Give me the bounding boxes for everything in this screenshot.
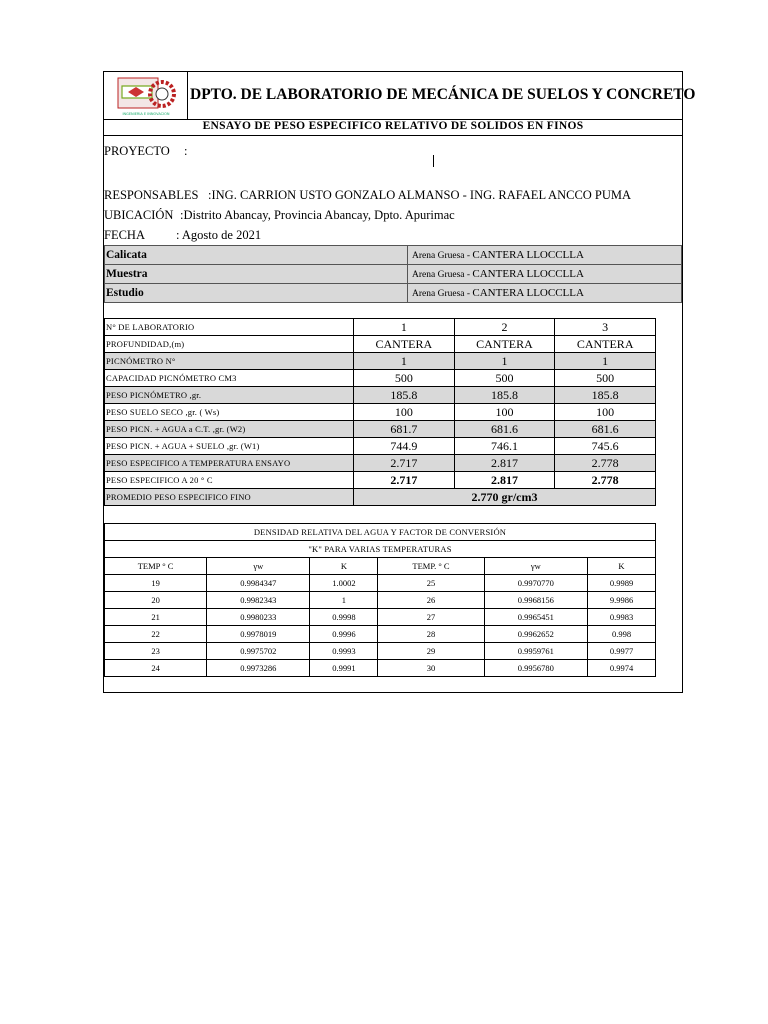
cell: 0.9980233 xyxy=(207,609,310,626)
cell: 21 xyxy=(105,609,207,626)
table-row xyxy=(105,609,656,626)
row-label: PESO PICN. + AGUA a C.T. ,gr. (W2) xyxy=(105,421,354,438)
cell: 22 xyxy=(105,626,207,643)
logo xyxy=(104,72,188,119)
cell: 2.778 xyxy=(555,455,656,472)
cell: CANTERA xyxy=(454,336,555,353)
column-header: K xyxy=(588,558,656,575)
cell: 0.9970770 xyxy=(484,575,587,592)
cell: 0.9975702 xyxy=(207,643,310,660)
row-label: CAPACIDAD PICNÓMETRO CM3 xyxy=(105,370,354,387)
cell: 19 xyxy=(105,575,207,592)
sample-table xyxy=(104,245,682,303)
table-row xyxy=(105,455,656,472)
sample-label: Estudio xyxy=(105,284,408,303)
cell: 0.9977 xyxy=(588,643,656,660)
sample-row xyxy=(105,284,682,303)
row-label: PESO ESPECIFICO A 20 ° C xyxy=(105,472,354,489)
cell: 2.717 xyxy=(354,455,455,472)
table-title-row xyxy=(105,541,656,558)
cell: 0.9983 xyxy=(588,609,656,626)
sample-row xyxy=(105,265,682,284)
gear-logo-icon xyxy=(104,72,188,118)
table-row xyxy=(105,438,656,455)
table-row xyxy=(105,575,656,592)
cell: 0.9982343 xyxy=(207,592,310,609)
cell: 1 xyxy=(555,353,656,370)
ubicacion-label: UBICACIÓN xyxy=(104,208,174,222)
cell: 0.9989 xyxy=(588,575,656,592)
column-header: TEMP. ° C xyxy=(378,558,484,575)
cell: 26 xyxy=(378,592,484,609)
column-header: γw xyxy=(207,558,310,575)
row-label: PESO ESPECIFICO A TEMPERATURA ENSAYO xyxy=(105,455,354,472)
cell: 23 xyxy=(105,643,207,660)
text-cursor xyxy=(433,155,434,167)
fecha-label: FECHA xyxy=(104,228,145,242)
cell: 28 xyxy=(378,626,484,643)
promedio-value: 2.770 gr/cm3 xyxy=(354,489,656,506)
table-row xyxy=(105,643,656,660)
column-header: TEMP ° C xyxy=(105,558,207,575)
density-table xyxy=(104,523,656,677)
cell: 0.998 xyxy=(588,626,656,643)
cell: 0.9993 xyxy=(310,643,378,660)
row-label: N° DE LABORATORIO xyxy=(105,319,354,336)
promedio-label: PROMEDIO PESO ESPECIFICO FINO xyxy=(105,489,354,506)
sample-label: Muestra xyxy=(105,265,408,284)
table-row xyxy=(105,472,656,489)
cell: 0.9998 xyxy=(310,609,378,626)
lab-sheet xyxy=(103,71,696,693)
table-row xyxy=(105,353,656,370)
test-title: ENSAYO DE PESO ESPECIFICO RELATIVO DE SOLIDOS EN FINOS xyxy=(202,120,584,132)
responsables-label: RESPONSABLES xyxy=(104,188,199,202)
row-label: PROFUNDIDAD,(m) xyxy=(105,336,354,353)
cell: 100 xyxy=(454,404,555,421)
column-header: K xyxy=(310,558,378,575)
proyecto-value: : xyxy=(184,144,188,158)
density-title: DENSIDAD RELATIVA DEL AGUA Y FACTOR DE CONVERSIÓN xyxy=(105,524,656,541)
sample-row xyxy=(105,246,682,265)
table-row xyxy=(105,626,656,643)
table-row xyxy=(105,660,656,677)
row-label: PESO PICN. + AGUA + SUELO ,gr. (W1) xyxy=(105,438,354,455)
cell: 0.9968156 xyxy=(484,592,587,609)
table-row xyxy=(105,421,656,438)
cell: 27 xyxy=(378,609,484,626)
table-row xyxy=(105,370,656,387)
cell: 0.9956780 xyxy=(484,660,587,677)
cell: 185.8 xyxy=(354,387,455,404)
cell: 2.817 xyxy=(454,472,555,489)
cell: 0.9973286 xyxy=(207,660,310,677)
row-label: PESO PICNÓMETRO ,gr. xyxy=(105,387,354,404)
cell: 681.6 xyxy=(555,421,656,438)
cell: 3 xyxy=(555,319,656,336)
cell: 100 xyxy=(555,404,656,421)
ubicacion-value: :Distrito Abancay, Provincia Abancay, Dpto. Apurimac xyxy=(180,208,455,222)
cell: 681.7 xyxy=(354,421,455,438)
table-row xyxy=(105,404,656,421)
sample-label: Calicata xyxy=(105,246,408,265)
cell: 1 xyxy=(354,353,455,370)
cell: 0.9996 xyxy=(310,626,378,643)
table-header-row xyxy=(105,558,656,575)
cell: 29 xyxy=(378,643,484,660)
table-row xyxy=(105,319,656,336)
cell: 744.9 xyxy=(354,438,455,455)
row-label: PICNÓMETRO N° xyxy=(105,353,354,370)
cell: 681.6 xyxy=(454,421,555,438)
fecha-value: : Agosto de 2021 xyxy=(176,228,262,242)
sample-value: Arena Gruesa - CANTERA LLOCCLLA xyxy=(408,246,682,265)
cell: 0.9965451 xyxy=(484,609,587,626)
cell: 500 xyxy=(354,370,455,387)
page-title: DPTO. DE LABORATORIO DE MECÁNICA DE SUELOS Y CONCRETO xyxy=(190,86,696,103)
cell: 745.6 xyxy=(555,438,656,455)
table-row xyxy=(105,336,656,353)
cell: 500 xyxy=(555,370,656,387)
cell: 2.717 xyxy=(354,472,455,489)
cell: 30 xyxy=(378,660,484,677)
proyecto-label: PROYECTO xyxy=(104,144,170,158)
cell: 2.778 xyxy=(555,472,656,489)
cell: 500 xyxy=(454,370,555,387)
cell: 9.9986 xyxy=(588,592,656,609)
density-subtitle: "K" PARA VARIAS TEMPERATURAS xyxy=(105,541,656,558)
cell: 20 xyxy=(105,592,207,609)
cell: 1 xyxy=(310,592,378,609)
table-title-row xyxy=(105,524,656,541)
responsables-value: :ING. CARRION USTO GONZALO ALMANSO - ING. RAFAEL ANCCO PUMA xyxy=(208,188,632,202)
cell: 0.9978019 xyxy=(207,626,310,643)
cell: 2.817 xyxy=(454,455,555,472)
cell: 100 xyxy=(354,404,455,421)
cell: 185.8 xyxy=(454,387,555,404)
cell: 2 xyxy=(454,319,555,336)
column-header: γw xyxy=(484,558,587,575)
table-row xyxy=(105,387,656,404)
cell: 1 xyxy=(354,319,455,336)
cell: 0.9984347 xyxy=(207,575,310,592)
sample-value: Arena Gruesa - CANTERA LLOCCLLA xyxy=(408,265,682,284)
cell: CANTERA xyxy=(354,336,455,353)
cell: 746.1 xyxy=(454,438,555,455)
cell: 25 xyxy=(378,575,484,592)
divider xyxy=(104,135,682,136)
table-row xyxy=(105,489,656,506)
cell: 0.9991 xyxy=(310,660,378,677)
cell: 0.9974 xyxy=(588,660,656,677)
lab-results-table xyxy=(104,318,656,506)
cell: 185.8 xyxy=(555,387,656,404)
row-label: PESO SUELO SECO ,gr. ( Ws) xyxy=(105,404,354,421)
cell: CANTERA xyxy=(555,336,656,353)
svg-text:INGENIERIA E INNOVACION: INGENIERIA E INNOVACION xyxy=(122,112,170,116)
cell: 1 xyxy=(454,353,555,370)
cell: 0.9962652 xyxy=(484,626,587,643)
cell: 1.0002 xyxy=(310,575,378,592)
cell: 24 xyxy=(105,660,207,677)
cell: 0.9959761 xyxy=(484,643,587,660)
table-row xyxy=(105,592,656,609)
sample-value: Arena Gruesa - CANTERA LLOCCLLA xyxy=(408,284,682,303)
